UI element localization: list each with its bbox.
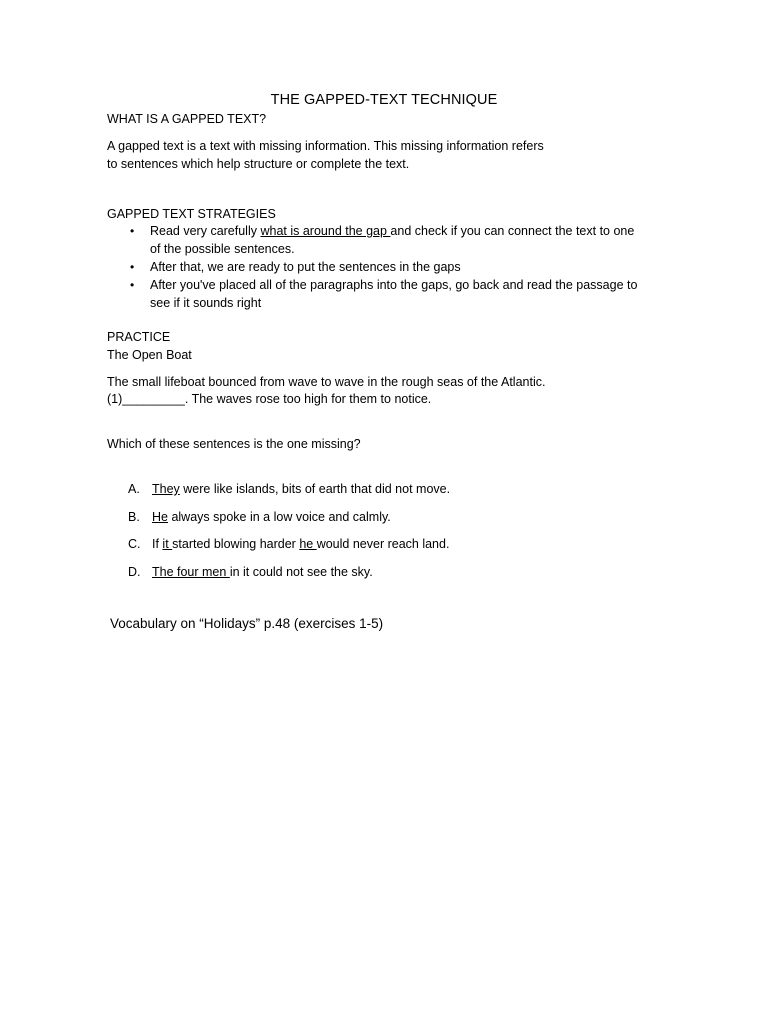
bullet-icon: • (130, 278, 135, 292)
list-item (128, 276, 637, 312)
option-a (128, 482, 450, 496)
option-c (128, 537, 449, 551)
bullet-icon: • (130, 224, 135, 238)
bullet-icon: • (130, 260, 135, 274)
option-b-underlined: He (152, 510, 168, 524)
option-d-text: in it could not see the sky. (229, 565, 373, 579)
option-c-underlined-2: he (299, 537, 317, 551)
strategy-1-pre: Read very carefully (150, 224, 261, 238)
vocabulary-note: Vocabulary on “Holidays” p.48 (exercises 1-5) (110, 616, 384, 631)
strategy-1-underlined: what is around the gap (260, 224, 391, 238)
option-b-letter: B. (128, 510, 140, 524)
option-c-mid: started blowing harder (172, 537, 300, 551)
passage-line-1: The small lifeboat bounced from wave to wave in the rough seas of the Atlantic. (107, 375, 546, 389)
strategies-list (128, 222, 637, 312)
option-b-text: always spoke in a low voice and calmly. (167, 510, 391, 524)
list-item (128, 258, 637, 276)
option-d-underlined: The four men (152, 565, 230, 579)
strategy-3-line-2: see if it sounds right (150, 296, 262, 310)
option-c-pre: If (152, 537, 163, 551)
strategy-1-post: and check if you can connect the text to one (390, 224, 635, 238)
option-b (128, 510, 391, 524)
passage-line-2: (1)_________. The waves rose too high for them to notice. (107, 392, 432, 406)
section-heading-practice: PRACTICE (107, 330, 171, 344)
strategy-1-continuation: of the possible sentences. (150, 242, 295, 256)
strategy-2-text: After that, we are ready to put the sentences in the gaps (150, 260, 461, 274)
strategy-3-line-1: After you've placed all of the paragraphs into the gaps, go back and read the passage to (150, 278, 638, 292)
section-heading-what-is: WHAT IS A GAPPED TEXT? (107, 112, 267, 126)
option-a-text: were like islands, bits of earth that did not move. (179, 482, 451, 496)
option-a-underlined: They (152, 482, 180, 496)
page-title: THE GAPPED-TEXT TECHNIQUE (270, 92, 498, 108)
option-d (128, 565, 373, 579)
option-c-text: would never reach land. (316, 537, 450, 551)
practice-subtitle: The Open Boat (107, 348, 192, 362)
practice-question: Which of these sentences is the one missing? (107, 437, 361, 451)
option-c-letter: C. (128, 537, 141, 551)
option-a-letter: A. (128, 482, 140, 496)
list-item (128, 222, 637, 258)
option-d-letter: D. (128, 565, 141, 579)
definition-line-2: to sentences which help structure or complete the text. (107, 157, 410, 171)
section-heading-strategies: GAPPED TEXT STRATEGIES (107, 207, 276, 221)
option-c-underlined-1: it (162, 537, 173, 551)
definition-line-1: A gapped text is a text with missing information. This missing information refers (107, 139, 544, 153)
